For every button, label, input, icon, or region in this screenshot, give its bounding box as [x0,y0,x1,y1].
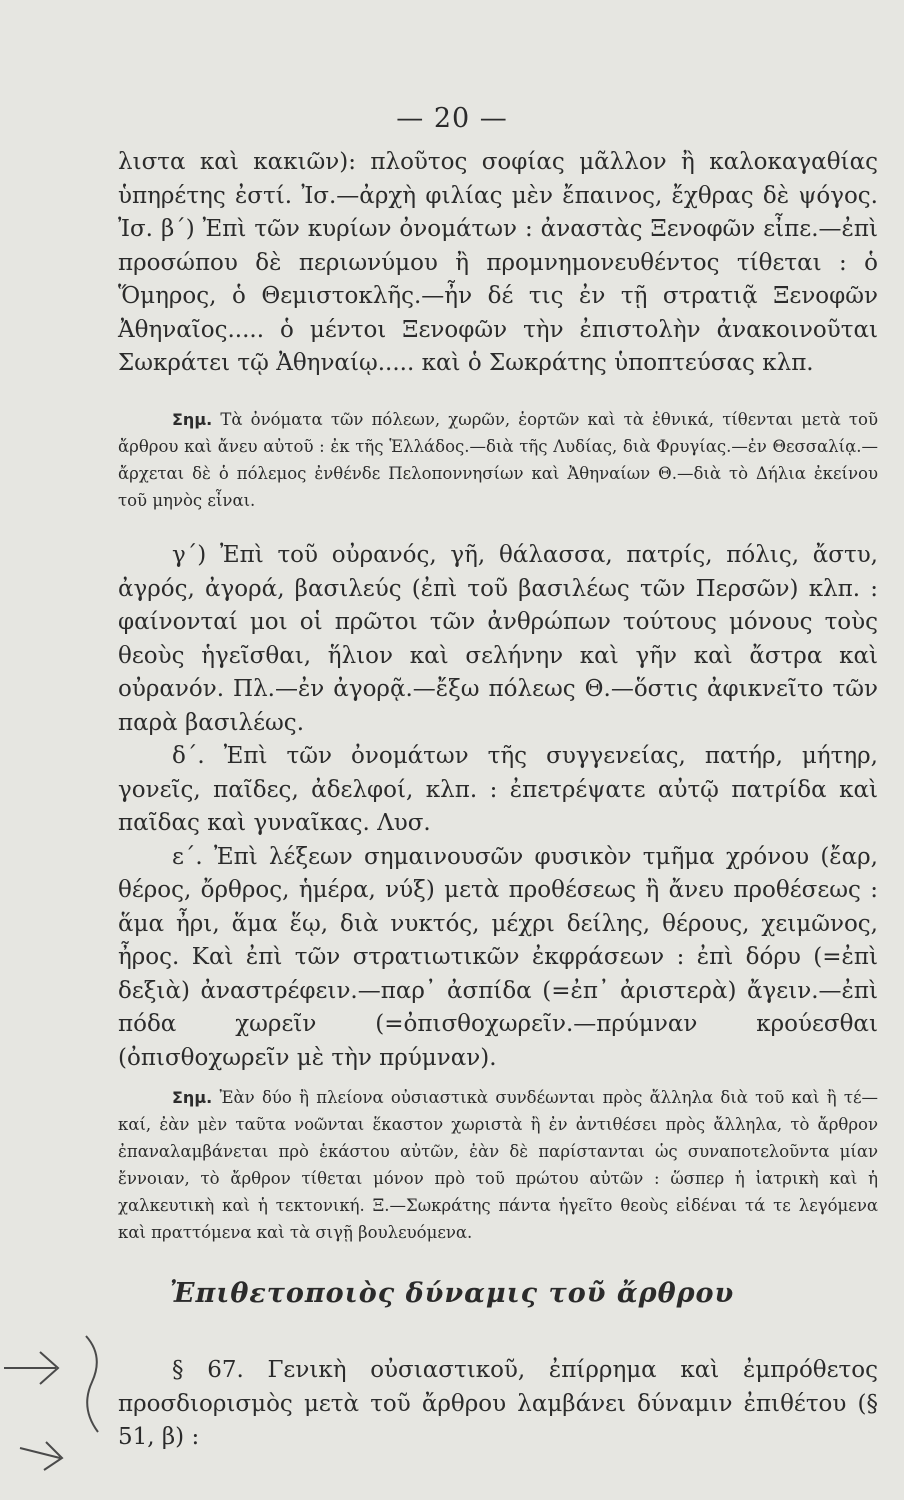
page-number: — 20 — [396,103,508,134]
note-text: Ἐὰν δύο ἢ πλείονα οὐσιαστικὰ συνδέωνται πρὸς ἄλληλα διὰ τοῦ καὶ ἢ τέ—καί, ἐὰν μὲν ταῦτα νοῶνται ἕκαστον χωριστὰ ἢ ἐν ἀντιθέσει πρὸς ἄλληλα, τὸ ἄρθρον ἐπαναλαμβάνεται πρὸ ἑκάστου αὐτῶν, ἐὰν δὲ παρίστανται ὡς συναποτελοῦντα μίαν ἔννοιαν, τὸ ἄρθρον τίθεται μόνον πρὸ τοῦ πρώτου αὐτῶν : ὥσπερ ἡ ἰατρικὴ καὶ ἡ χαλκευτικὴ καὶ ἡ τεκτονική. Ξ.—Σωκράτης πάντα ἡγεῖτο θεοὺς εἰδέναι τά τε λεγόμενα καὶ πραττόμενα καὶ τὰ σιγῇ βουλευόμενα. [118,1088,879,1242]
section-67 [118,1354,878,1455]
note-articles [118,1084,878,1246]
note-body [118,1084,878,1246]
note-label: Σημ. [172,1088,213,1107]
paragraph-gamma-section [118,539,878,1075]
paragraph-delta: δ΄. Ἐπὶ τῶν ὀνομάτων τῆς συγγενείας, πατήρ, μήτηρ, γονεῖς, παῖδες, ἀδελφοί, κλπ. : ἐπετρέψατε αὐτῷ πατρίδα καὶ παῖδας καὶ γυναῖκας. Λυσ. [118,743,878,836]
note-label: Σημ. [172,410,213,429]
paragraph-gamma: γ΄) Ἐπὶ τοῦ οὐρανός, γῆ, θάλασσα, πατρίς, πόλις, ἄστυ, ἀγρός, ἀγορά, βασιλεύς (ἐπὶ τοῦ βασιλέως τῶν Περσῶν) κλπ. : φαίνονταί μοι οἱ πρῶτοι τῶν ἀνθρώπων τούτους μόνους τοὺς θεοὺς ἡγεῖσθαι, ἥλιον καὶ σελήνην καὶ γῆν καὶ ἄστρα καὶ οὐρανόν. Πλ.—ἐν ἀγορᾷ.—ἔξω πόλεως Θ.—ὅστις ἀφικνεῖτο τῶν παρὰ βασιλέως. [118,542,878,736]
paragraph-text: λιστα καὶ κακιῶν): πλοῦτος σοφίας μᾶλλον ἢ καλοκαγαθίας ὑπηρέτης ἐστί. Ἰσ.—ἀρχὴ φιλίας μὲν ἔπαινος, ἔχθρας δὲ ψόγος. Ἰσ. β΄) Ἐπὶ τῶν κυρίων ὀνομάτων : ἀναστὰς Ξενοφῶν εἶπε.—ἐπὶ προσώπου δὲ περιωνύμου ἢ προμνημονευθέντος τίθεται : ὁ Ὅμηρος, ὁ Θεμιστοκλῆς.—ἦν δέ τις ἐν τῇ στρατιᾷ Ξενοφῶν Ἀθηναῖος..... ὁ μέντοι Ξενοφῶν τὴν ἐπιστολὴν ἀνακοινοῦται Σωκράτει τῷ Ἀθηναίῳ..... καὶ ὁ Σωκράτης ὑποπτεύσας κλπ. [118,149,878,376]
note-text: Τὰ ὀνόματα τῶν πόλεων, χωρῶν, ἑορτῶν καὶ τὰ ἐθνικά, τίθενται μετὰ τοῦ ἄρθρου καὶ ἄνευ αὐτοῦ : ἐκ τῆς Ἑλλάδος.—διὰ τῆς Λυδίας, διὰ Φρυγίας.—ἐν Θεσσαλίᾳ.—ἄρχεται δὲ ὁ πόλεμος ἐνθένδε Πελοποννησίων καὶ Ἀθηναίων Θ.—διὰ τὸ Δήλια ἐκείνου τοῦ μηνὸς εἶναι. [118,410,878,510]
paragraph-67: § 67. Γενικὴ οὐσιαστικοῦ, ἐπίρρημα καὶ ἐμπρόθετος προσδιορισμὸς μετὰ τοῦ ἄρθρου λαμβάνει δύναμιν ἐπιθέτου (§ 51, β) : [118,1357,878,1450]
section-heading: Ἐπιθετοποιὸς δύναμις τοῦ ἄρθρου [169,1278,735,1309]
note-proper-names [118,406,878,514]
note-body [118,406,878,514]
paragraph-beta [118,146,878,381]
margin-arrow-icon [0,1330,110,1490]
paragraph-epsilon: ε΄. Ἐπὶ λέξεων σημαινουσῶν φυσικὸν τμῆμα χρόνου (ἔαρ, θέρος, ὄρθρος, ἡμέρα, νύξ) μετὰ προθέσεως ἢ ἄνευ προθέσεως : ἅμα ἦρι, ἅμα ἕῳ, διὰ νυκτός, μέχρι δείλης, θέρους, χειμῶνος, ἦρος. Καὶ ἐπὶ τῶν στρατιωτικῶν ἐκφράσεων : ἐπὶ δόρυ (=ἐπὶ δεξιὰ) ἀναστρέφειν.—παρ᾿ ἀσπίδα (=ἐπ᾿ ἀριστερὰ) ἄγειν.—ἐπὶ πόδα χωρεῖν (=ὀπισθοχωρεῖν.—πρύμναν κρούεσθαι (ὀπισθοχωρεῖν μὲ τὴν πρύμναν). [118,843,878,1071]
